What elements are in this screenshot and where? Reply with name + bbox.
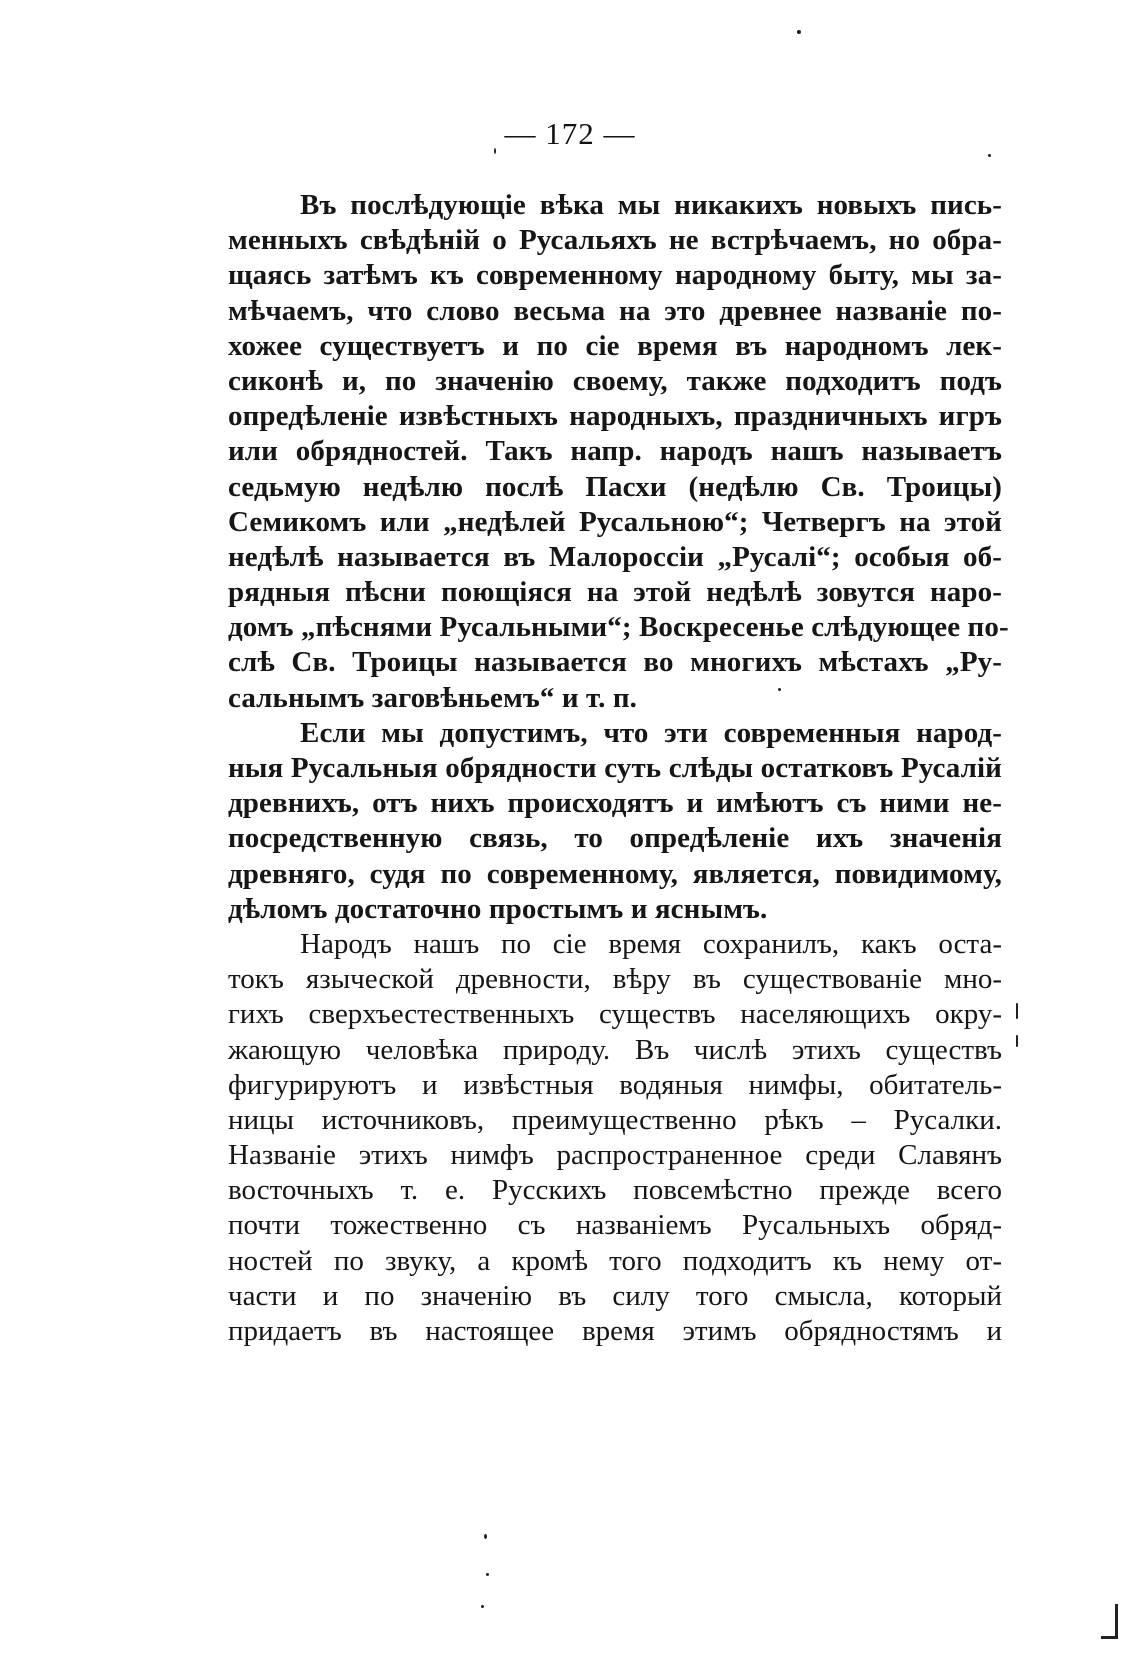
text-line: щаясь затѣмъ къ современному народному быту, мы за- bbox=[228, 259, 1002, 292]
text-line: ницы источниковъ, преимущественно рѣкъ – Русалки. bbox=[228, 1103, 1002, 1136]
text-line: менныхъ свѣдѣній о Русальяхъ не встрѣчаемъ, но обра- bbox=[228, 224, 1002, 257]
scan-speck bbox=[1016, 1035, 1018, 1047]
text-line: опредѣленіе извѣстныхъ народныхъ, праздничныхъ игръ bbox=[228, 400, 1002, 433]
text-line: сальнымъ заговѣньемъ“ и т. п. bbox=[228, 681, 637, 714]
text-line: Если мы допустимъ, что эти современныя народ- bbox=[300, 716, 1002, 749]
text-line: недѣлѣ называется въ Малороссіи „Русалі“; особыя об- bbox=[228, 540, 1002, 573]
text-line: Семикомъ или „недѣлей Русальною“; Четвергъ на этой bbox=[228, 505, 1002, 538]
text-line: седьмую недѣлю послѣ Пасхи (недѣлю Св. Троицы) bbox=[228, 470, 1002, 503]
text-line: или обрядностей. Такъ напр. народъ нашъ называетъ bbox=[228, 435, 1002, 468]
page-number: — 172 — bbox=[504, 116, 636, 151]
text-line: слѣ Св. Троицы называется во многихъ мѣстахъ „Ру- bbox=[228, 646, 1002, 679]
text-line: древнихъ, отъ нихъ происходятъ и имѣютъ съ ними не- bbox=[228, 787, 1002, 820]
text-line: фигурируютъ и извѣстныя водяныя нимфы, обитатель- bbox=[228, 1068, 1002, 1101]
paragraph-2 bbox=[228, 716, 1002, 927]
text-line: ныя Русальныя обрядности суть слѣды остатковъ Русалій bbox=[228, 752, 1002, 784]
scan-speck bbox=[484, 1534, 487, 1539]
scan-speck bbox=[778, 688, 781, 691]
text-line: хожее существуетъ и по сіе время въ народномъ лек- bbox=[228, 329, 1002, 362]
scan-speck bbox=[481, 1605, 484, 1608]
text-line: Народъ нашъ по сіе время сохранилъ, какъ оста- bbox=[300, 927, 1002, 960]
scan-edge-mark bbox=[1101, 1604, 1118, 1639]
text-line: восточныхъ т. е. Русскихъ повсемѣстно прежде всего bbox=[228, 1174, 1002, 1207]
paragraph-1 bbox=[228, 188, 1009, 716]
text-line: Въ послѣдующіе вѣка мы никакихъ новыхъ пись- bbox=[300, 189, 1002, 221]
text-line: рядныя пѣсни поющіяся на этой недѣлѣ зовутся наро- bbox=[228, 576, 1002, 609]
scan-speck bbox=[988, 154, 991, 157]
text-line: почти тожественно съ названіемъ Русальныхъ обряд- bbox=[228, 1209, 1002, 1242]
scan-speck bbox=[1016, 1003, 1018, 1019]
text-line: древняго, судя по современному, является, повидимому, bbox=[228, 857, 1002, 890]
body-text bbox=[228, 188, 1009, 1349]
text-line: жающую человѣка природу. Въ числѣ этихъ существъ bbox=[228, 1033, 1002, 1066]
text-line: дѣломъ достаточно простымъ и яснымъ. bbox=[228, 892, 768, 925]
scan-speck bbox=[797, 30, 801, 34]
paragraph-3 bbox=[228, 927, 1002, 1349]
text-line: посредственную связь, то опредѣленіе ихъ значенія bbox=[228, 822, 1002, 855]
text-line: части и по значенію въ силу того смысла, который bbox=[228, 1279, 1002, 1312]
text-line: сиконѣ и, по значенію своему, также подходитъ подъ bbox=[228, 364, 1002, 397]
text-line: придаетъ въ настоящее время этимъ обрядностямъ и bbox=[228, 1315, 1002, 1347]
text-line: ностей по звуку, а кромѣ того подходитъ къ нему от- bbox=[228, 1244, 1002, 1277]
scan-speck bbox=[494, 148, 496, 154]
scan-speck bbox=[486, 1573, 489, 1576]
text-line: гихъ сверхъестественныхъ существъ населяющихъ окру- bbox=[228, 998, 1002, 1031]
text-line: Названіе этихъ нимфъ распространенное среди Славянъ bbox=[228, 1139, 1002, 1172]
text-line: токъ языческой древности, вѣру въ существованіе мно- bbox=[228, 963, 1002, 996]
text-line: мѣчаемъ, что слово весьма на это древнее названіе по- bbox=[228, 294, 1002, 327]
text-line: домъ „пѣснями Русальными“; Воскресенье слѣдующее по- bbox=[228, 611, 1009, 644]
